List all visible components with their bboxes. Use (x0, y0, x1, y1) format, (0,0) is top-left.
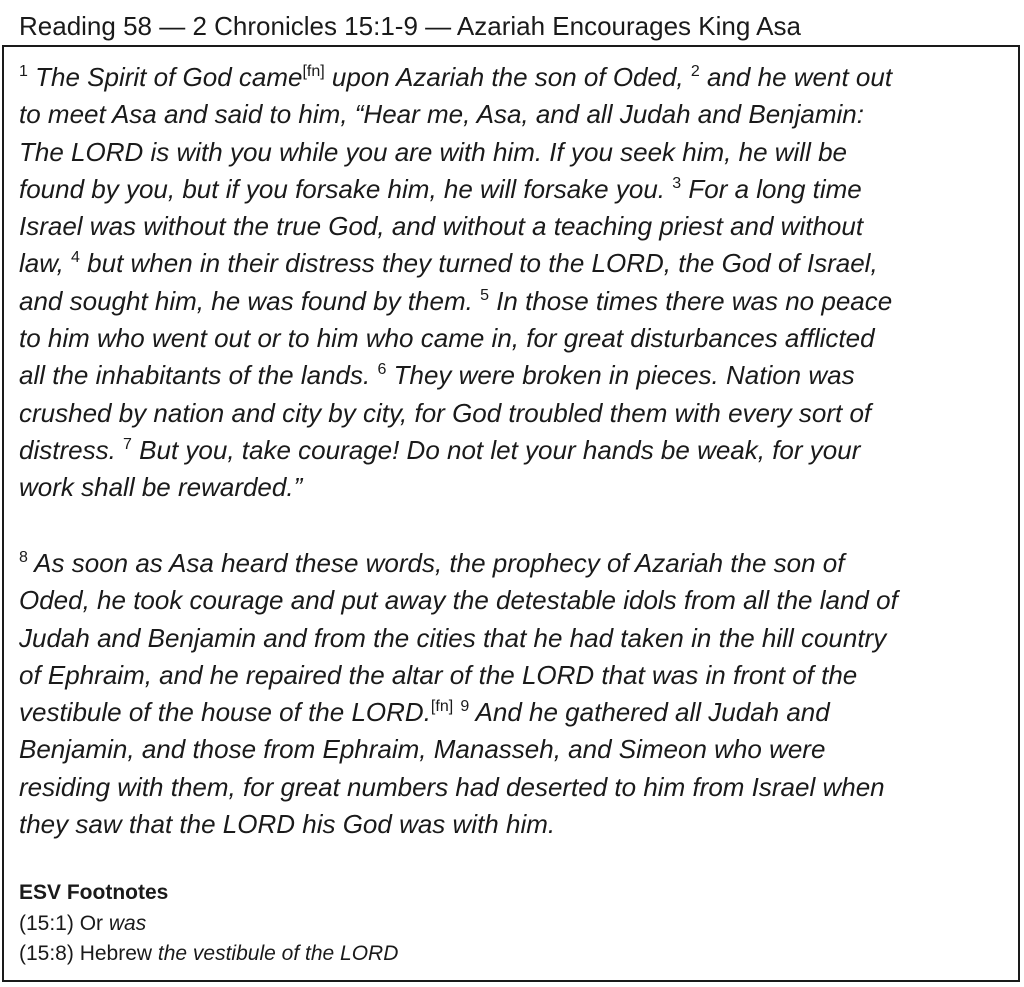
text-line: to meet Asa and said to him, “Hear me, Asa, and all Judah and Benjamin: (19, 99, 864, 130)
verse-number: 1 (19, 63, 28, 80)
verse-text: and he went out (699, 62, 893, 92)
verse-number: 4 (71, 249, 80, 267)
verse-text: but when in their distress they turned to the LORD, the God of Israel, (79, 248, 878, 279)
passage-paragraph-2 (19, 545, 1009, 843)
page-title: Reading 58 — 2 Chronicles 15:1-9 — Azariah Encourages King Asa (19, 11, 801, 41)
footnote-marker[interactable]: [fn] (302, 63, 325, 80)
verse-text: In those times there was no peace (488, 285, 893, 316)
text-line (19, 59, 1009, 96)
footnotes-section (19, 878, 398, 970)
verse-number: 9 (460, 698, 470, 716)
text-line: they saw that the LORD his God was with him. (19, 809, 556, 840)
footnote-text: was (108, 911, 147, 935)
footnote-text: the vestibule of the LORD (157, 942, 399, 965)
footnote-reference: (15:8) Hebrew (19, 942, 158, 965)
verse-number: 6 (377, 361, 387, 379)
text-line (19, 432, 1009, 469)
text-line: Judah and Benjamin and from the cities that he had taken in the hill country (19, 622, 887, 653)
text-line (19, 357, 1009, 394)
verse-number: 2 (690, 63, 700, 80)
verse-text: They were broken in pieces. Nation was (386, 360, 855, 391)
verse-text: law, (19, 248, 72, 279)
footnote-marker[interactable]: [fn] (430, 698, 454, 716)
verse-text: The Spirit of God came (27, 62, 303, 92)
text-line: to him who went out or to him who came in, for great disturbances afflicted (19, 323, 875, 354)
text-line (19, 694, 1009, 731)
text-line: The LORD is with you while you are with him. If you seek him, he will be (19, 136, 848, 167)
verse-text: vestibule of the house of the LORD. (19, 697, 431, 728)
text-line (19, 171, 1009, 208)
text-line: crushed by nation and city by city, for God troubled them with every sort of (19, 397, 872, 428)
verse-text: upon Azariah the son of Oded, (324, 62, 691, 92)
text-line: residing with them, for great numbers had deserted to him from Israel when (19, 771, 885, 802)
text-line (19, 283, 1009, 320)
verse-text: and sought him, he was found by them. (19, 285, 481, 316)
footnote-reference: (15:1) Or (19, 911, 109, 935)
footnote-item (19, 939, 398, 970)
text-line (19, 545, 1009, 582)
verse-text: all the inhabitants of the lands. (19, 360, 378, 391)
verse-text: For a long time (681, 173, 862, 204)
verse-text: found by you, but if you forsake him, he will forsake you. (19, 173, 673, 204)
verse-number: 5 (480, 286, 489, 304)
verse-text: distress. (19, 434, 124, 465)
verse-text: As soon as Asa heard these words, the prophecy of Azariah the son of (27, 548, 845, 578)
verse-text: But you, take courage! Do not let your hands be weak, for your (131, 434, 861, 465)
text-line: Benjamin, and those from Ephraim, Manasseh, and Simeon who were (19, 734, 826, 765)
text-line: work shall be rewarded.” (19, 472, 303, 503)
footnotes-heading: ESV Footnotes (19, 881, 169, 904)
verse-number: 7 (123, 435, 132, 453)
verse-number: 8 (19, 549, 28, 566)
verse-number: 3 (672, 174, 682, 192)
text-line (19, 245, 1009, 282)
text-line: Israel was without the true God, and without a teaching priest and without (19, 211, 864, 242)
passage-paragraph-1 (19, 59, 1009, 507)
text-line: Oded, he took courage and put away the detestable idols from all the land of (19, 585, 898, 616)
verse-text: And he gathered all Judah and (469, 697, 830, 728)
footnote-item (19, 909, 398, 940)
text-line: of Ephraim, and he repaired the altar of the LORD that was in front of the (19, 659, 858, 690)
